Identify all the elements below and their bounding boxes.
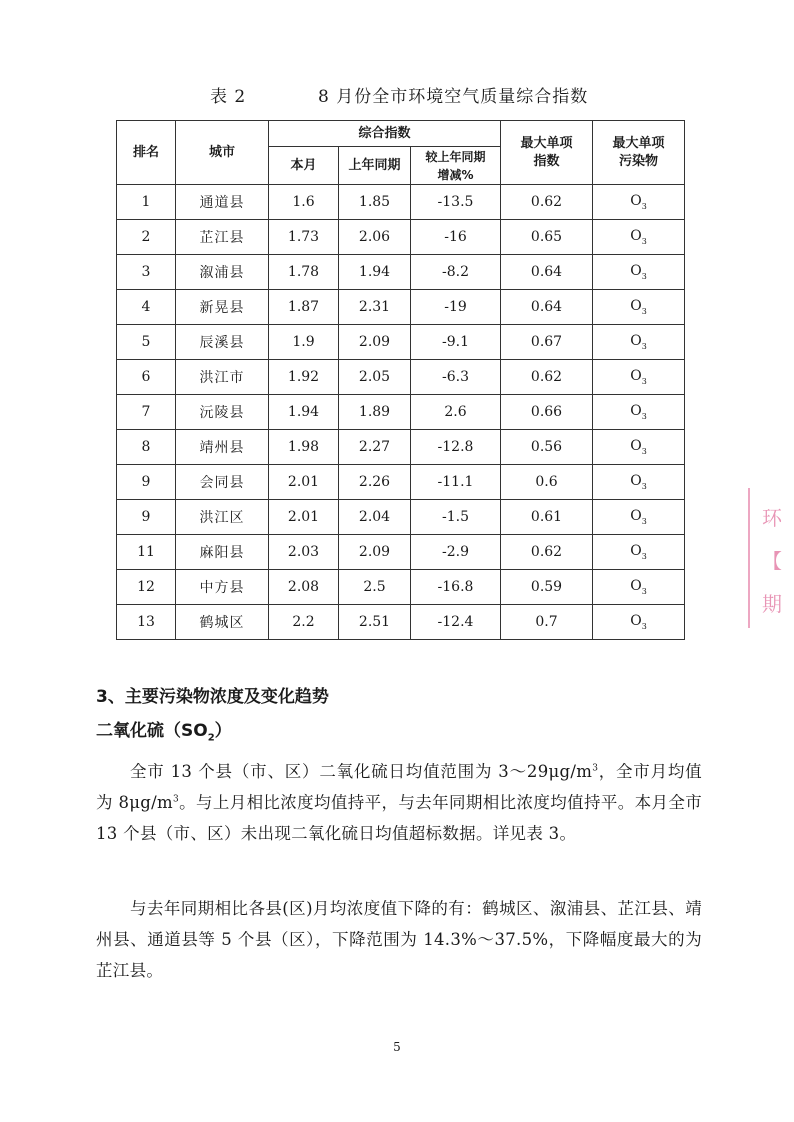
cell-change: -16 xyxy=(411,220,501,255)
cell-city: 洪江市 xyxy=(176,360,269,395)
cell-change: -2.9 xyxy=(411,535,501,570)
table-row xyxy=(117,220,685,255)
cell-change: -8.2 xyxy=(411,255,501,290)
section-heading: 3、主要污染物浓度及变化趋势 xyxy=(96,687,329,707)
cell-change: 2.6 xyxy=(411,395,501,430)
page-number: 5 xyxy=(393,1040,401,1054)
header-max-index-line2: 指数 xyxy=(533,153,560,169)
cell-pollutant xyxy=(593,570,685,605)
cell-rank: 6 xyxy=(117,360,176,395)
cell-last-year: 2.09 xyxy=(339,325,411,360)
cell-max-index: 0.64 xyxy=(501,255,593,290)
pollutant-subscript: 3 xyxy=(641,446,647,456)
header-change-line2: 增减% xyxy=(437,167,474,182)
cell-this-month: 1.92 xyxy=(269,360,339,395)
cell-pollutant xyxy=(593,500,685,535)
stamp-bracket-icon: 【 xyxy=(762,549,782,573)
subheading-close: ） xyxy=(214,721,232,741)
pollutant-symbol: O xyxy=(630,263,642,280)
cell-pollutant xyxy=(593,430,685,465)
header-city: 城市 xyxy=(176,121,269,185)
cell-last-year: 2.26 xyxy=(339,465,411,500)
cell-change: -12.4 xyxy=(411,605,501,640)
cell-this-month: 1.73 xyxy=(269,220,339,255)
cell-pollutant xyxy=(593,185,685,220)
pollutant-subscript: 3 xyxy=(641,341,647,351)
cell-max-index: 0.64 xyxy=(501,290,593,325)
header-this-month: 本月 xyxy=(269,147,339,185)
cell-this-month: 2.08 xyxy=(269,570,339,605)
table-row xyxy=(117,290,685,325)
paragraph-so2-summary xyxy=(96,756,702,849)
cell-this-month: 2.01 xyxy=(269,465,339,500)
cell-this-month: 1.94 xyxy=(269,395,339,430)
cell-change: -13.5 xyxy=(411,185,501,220)
cell-city: 溆浦县 xyxy=(176,255,269,290)
cell-last-year: 2.51 xyxy=(339,605,411,640)
cell-last-year: 2.31 xyxy=(339,290,411,325)
cell-last-year: 1.85 xyxy=(339,185,411,220)
stamp-glyph-2: 期 xyxy=(762,592,782,616)
cell-pollutant xyxy=(593,465,685,500)
cell-max-index: 0.65 xyxy=(501,220,593,255)
cell-change: -1.5 xyxy=(411,500,501,535)
table-row xyxy=(117,535,685,570)
cell-change: -19 xyxy=(411,290,501,325)
cell-last-year: 2.05 xyxy=(339,360,411,395)
header-change xyxy=(411,147,501,185)
cell-city: 会同县 xyxy=(176,465,269,500)
composite-index-table xyxy=(116,120,685,640)
table-row xyxy=(117,325,685,360)
cell-this-month: 2.2 xyxy=(269,605,339,640)
cell-this-month: 1.98 xyxy=(269,430,339,465)
table-row xyxy=(117,360,685,395)
cell-rank: 3 xyxy=(117,255,176,290)
pollutant-subscript: 3 xyxy=(641,411,647,421)
header-max-pollutant xyxy=(593,121,685,185)
cell-last-year: 1.89 xyxy=(339,395,411,430)
cell-rank: 13 xyxy=(117,605,176,640)
header-max-pollutant-line2: 污染物 xyxy=(618,153,658,169)
cell-max-index: 0.7 xyxy=(501,605,593,640)
cell-this-month: 1.9 xyxy=(269,325,339,360)
cell-rank: 12 xyxy=(117,570,176,605)
cell-change: -6.3 xyxy=(411,360,501,395)
cell-pollutant xyxy=(593,535,685,570)
cell-city: 洪江区 xyxy=(176,500,269,535)
cell-city: 通道县 xyxy=(176,185,269,220)
cell-last-year: 2.5 xyxy=(339,570,411,605)
pollutant-symbol: O xyxy=(630,543,642,560)
table-row xyxy=(117,465,685,500)
table-caption-label: 表 2 xyxy=(210,87,247,107)
cell-pollutant xyxy=(593,360,685,395)
cell-city: 辰溪县 xyxy=(176,325,269,360)
pollutant-symbol: O xyxy=(630,228,642,245)
pollutant-symbol: O xyxy=(630,578,642,595)
cell-this-month: 1.6 xyxy=(269,185,339,220)
cell-city: 新晃县 xyxy=(176,290,269,325)
cell-pollutant xyxy=(593,255,685,290)
cell-rank: 11 xyxy=(117,535,176,570)
table-row xyxy=(117,255,685,290)
para1-part-c: 。与上月相比浓度均值持平，与去年同期相比浓度均值持平。本月全市 13 个县（市、区）未出现二氧化硫日均值超标数据。详见表 3。 xyxy=(96,793,702,843)
cell-pollutant xyxy=(593,325,685,360)
pollutant-symbol: O xyxy=(630,438,642,455)
cell-last-year: 2.04 xyxy=(339,500,411,535)
pollutant-subscript: 3 xyxy=(641,621,647,631)
header-last-year: 上年同期 xyxy=(339,147,411,185)
pollutant-subscript: 3 xyxy=(641,551,647,561)
cell-max-index: 0.66 xyxy=(501,395,593,430)
cell-city: 中方县 xyxy=(176,570,269,605)
pollutant-subscript: 3 xyxy=(641,201,647,211)
cell-pollutant xyxy=(593,290,685,325)
cell-pollutant xyxy=(593,220,685,255)
table-row xyxy=(117,430,685,465)
cell-max-index: 0.61 xyxy=(501,500,593,535)
cell-last-year: 2.27 xyxy=(339,430,411,465)
cell-last-year: 2.06 xyxy=(339,220,411,255)
table-caption-title: 8 月份全市环境空气质量综合指数 xyxy=(318,87,589,107)
cell-rank: 2 xyxy=(117,220,176,255)
table-row xyxy=(117,185,685,220)
pollutant-subscript: 3 xyxy=(641,271,647,281)
cell-this-month: 2.03 xyxy=(269,535,339,570)
header-max-pollutant-line1: 最大单项 xyxy=(612,135,665,151)
table-row xyxy=(117,570,685,605)
cell-pollutant xyxy=(593,395,685,430)
table-row xyxy=(117,605,685,640)
paragraph-so2-comparison: 与去年同期相比各县(区)月均浓度值下降的有：鹤城区、溆浦县、芷江县、靖州县、通道县等 5 个县（区），下降范围为 14.3%～37.5%，下降幅度最大的为芷江县。 xyxy=(96,899,702,980)
header-change-line1: 较上年同期 xyxy=(425,149,486,164)
header-rank: 排名 xyxy=(117,121,176,185)
stamp-glyph-1: 环 xyxy=(762,506,782,530)
pollutant-symbol: O xyxy=(630,193,642,210)
seal-stamp-fragment xyxy=(748,488,794,628)
pollutant-subscript: 3 xyxy=(641,236,647,246)
cell-max-index: 0.59 xyxy=(501,570,593,605)
cell-max-index: 0.67 xyxy=(501,325,593,360)
header-max-index-line1: 最大单项 xyxy=(520,135,573,151)
cell-rank: 7 xyxy=(117,395,176,430)
cell-pollutant xyxy=(593,605,685,640)
cell-max-index: 0.62 xyxy=(501,535,593,570)
cell-rank: 1 xyxy=(117,185,176,220)
cell-this-month: 1.87 xyxy=(269,290,339,325)
cell-max-index: 0.62 xyxy=(501,360,593,395)
cell-change: -12.8 xyxy=(411,430,501,465)
cell-city: 靖州县 xyxy=(176,430,269,465)
cell-last-year: 1.94 xyxy=(339,255,411,290)
cell-this-month: 1.78 xyxy=(269,255,339,290)
pollutant-symbol: O xyxy=(630,473,642,490)
pollutant-subscript: 3 xyxy=(641,481,647,491)
header-max-index xyxy=(501,121,593,185)
cell-change: -11.1 xyxy=(411,465,501,500)
cell-rank: 9 xyxy=(117,465,176,500)
cell-rank: 8 xyxy=(117,430,176,465)
table-row xyxy=(117,395,685,430)
cell-rank: 9 xyxy=(117,500,176,535)
cell-rank: 5 xyxy=(117,325,176,360)
pollutant-subscript: 3 xyxy=(641,516,647,526)
cell-change: -9.1 xyxy=(411,325,501,360)
pollutant-symbol: O xyxy=(630,403,642,420)
cell-max-index: 0.62 xyxy=(501,185,593,220)
cell-last-year: 2.09 xyxy=(339,535,411,570)
subheading-text: 二氧化硫（SO xyxy=(96,721,208,741)
para1-part-a: 全市 13 个县（市、区）二氧化硫日均值范围为 3～29μg/m xyxy=(130,762,593,781)
cell-city: 沅陵县 xyxy=(176,395,269,430)
pollutant-symbol: O xyxy=(630,298,642,315)
para1-part-b: ，全市月均值为 8μg/m xyxy=(96,762,702,812)
pollutant-symbol: O xyxy=(630,508,642,525)
pollutant-symbol: O xyxy=(630,333,642,350)
pollutant-subscript: 3 xyxy=(641,586,647,596)
para1-sup2: 3 xyxy=(172,794,180,805)
cell-max-index: 0.6 xyxy=(501,465,593,500)
cell-max-index: 0.56 xyxy=(501,430,593,465)
pollutant-symbol: O xyxy=(630,613,642,630)
cell-this-month: 2.01 xyxy=(269,500,339,535)
pollutant-symbol: O xyxy=(630,368,642,385)
cell-rank: 4 xyxy=(117,290,176,325)
subsection-heading xyxy=(96,716,232,743)
table-row xyxy=(117,500,685,535)
subheading-subscript: 2 xyxy=(207,732,215,744)
header-composite: 综合指数 xyxy=(269,121,501,147)
pollutant-subscript: 3 xyxy=(641,376,647,386)
cell-change: -16.8 xyxy=(411,570,501,605)
cell-city: 麻阳县 xyxy=(176,535,269,570)
cell-city: 鹤城区 xyxy=(176,605,269,640)
pollutant-subscript: 3 xyxy=(641,306,647,316)
cell-city: 芷江县 xyxy=(176,220,269,255)
para1-sup1: 3 xyxy=(592,763,599,774)
